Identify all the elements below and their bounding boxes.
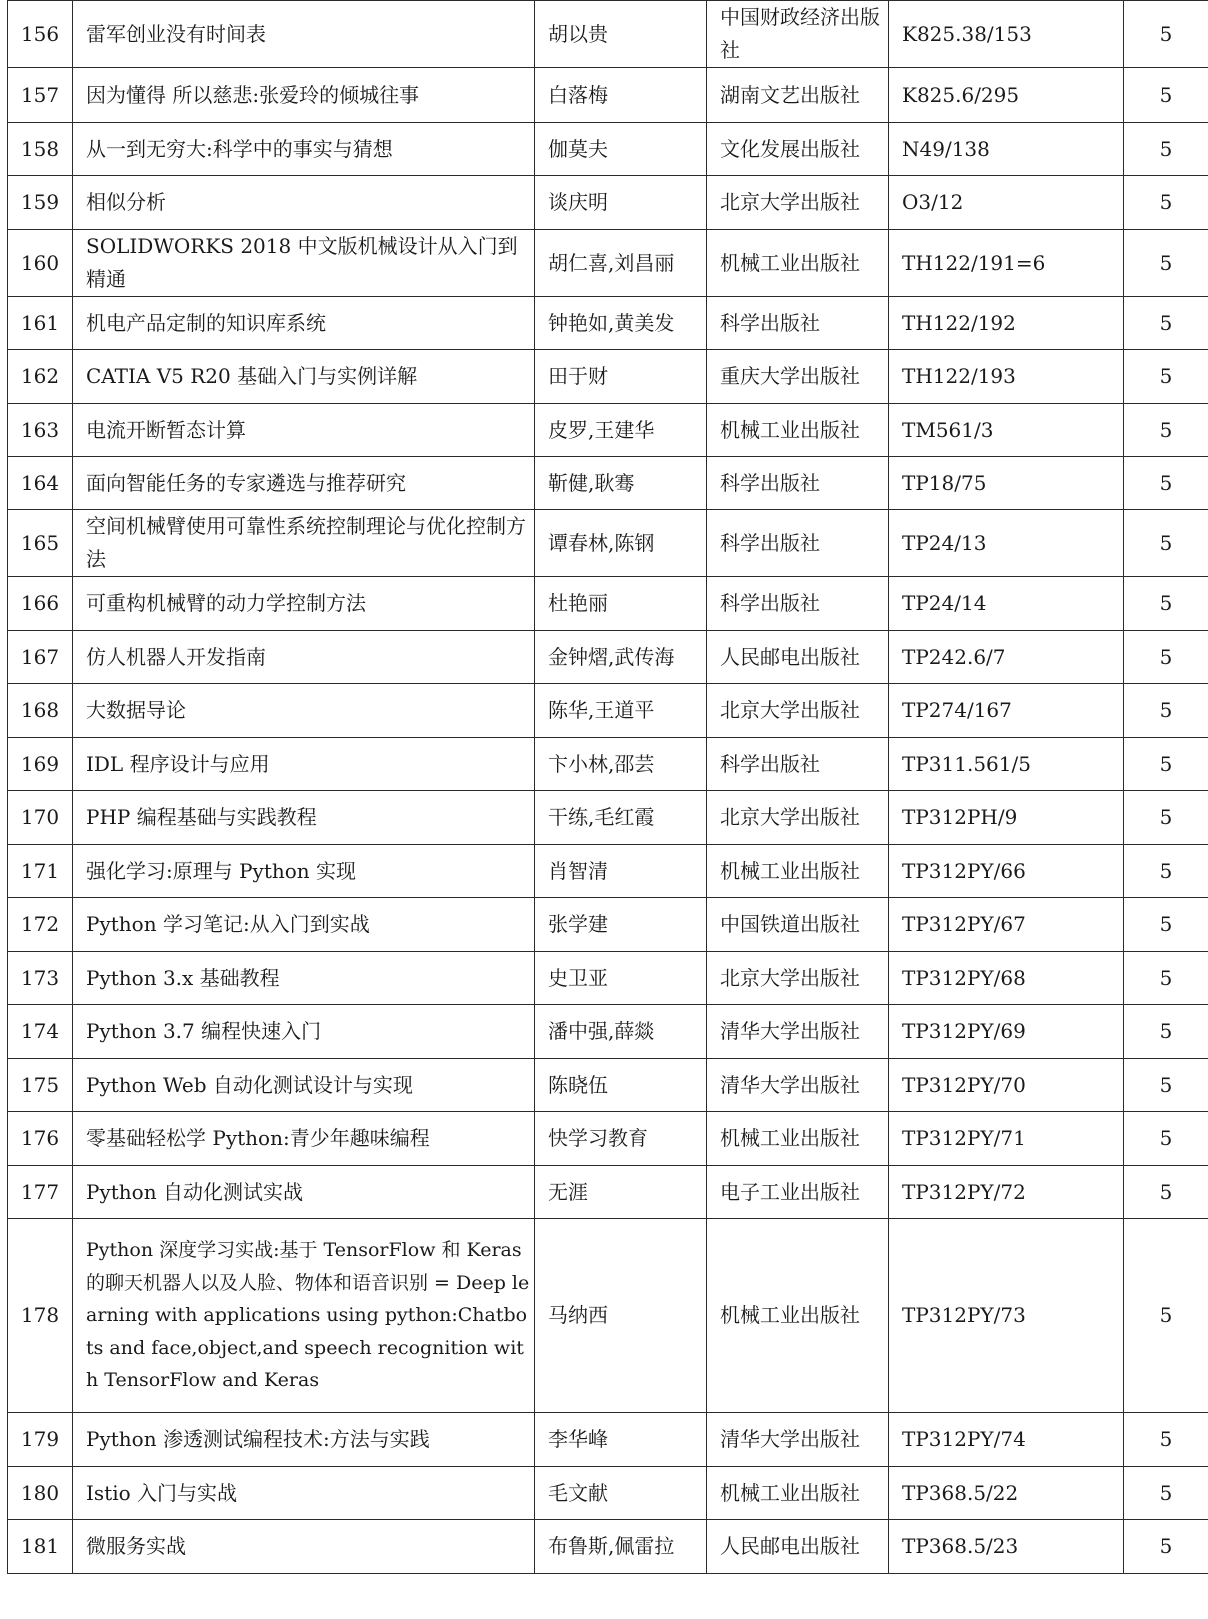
row-number: 162 xyxy=(8,350,73,404)
book-author: 杜艳丽 xyxy=(535,577,707,631)
table-row xyxy=(8,1005,1208,1059)
book-publisher: 人民邮电出版社 xyxy=(707,631,889,684)
row-number: 178 xyxy=(8,1219,73,1413)
book-publisher: 湖南文艺出版社 xyxy=(707,68,889,123)
book-title: Python 3.7 编程快速入门 xyxy=(73,1005,535,1059)
book-title: SOLIDWORKS 2018 中文版机械设计从入门到精通 xyxy=(73,230,535,297)
book-publisher: 清华大学出版社 xyxy=(707,1413,889,1467)
table-row xyxy=(8,1166,1208,1219)
call-number: TP312PY/68 xyxy=(889,952,1124,1005)
copy-count: 5 xyxy=(1124,1219,1208,1413)
book-author: 金钟熠,武传海 xyxy=(535,631,707,684)
table-row xyxy=(8,1,1208,68)
row-number: 159 xyxy=(8,176,73,230)
row-number: 163 xyxy=(8,404,73,457)
call-number: TP312PY/70 xyxy=(889,1059,1124,1112)
table-row xyxy=(8,510,1208,577)
book-title: Python 渗透测试编程技术:方法与实践 xyxy=(73,1413,535,1467)
copy-count: 5 xyxy=(1124,404,1208,457)
copy-count: 5 xyxy=(1124,1467,1208,1520)
book-author: 李华峰 xyxy=(535,1413,707,1467)
book-title: 电流开断暂态计算 xyxy=(73,404,535,457)
row-number: 164 xyxy=(8,457,73,510)
table-row xyxy=(8,738,1208,791)
copy-count: 5 xyxy=(1124,684,1208,738)
call-number: TP312PY/73 xyxy=(889,1219,1124,1413)
book-title: 零基础轻松学 Python:青少年趣味编程 xyxy=(73,1112,535,1166)
copy-count: 5 xyxy=(1124,845,1208,898)
book-publisher: 机械工业出版社 xyxy=(707,845,889,898)
table-row xyxy=(8,684,1208,738)
table-row xyxy=(8,230,1208,297)
call-number: TP242.6/7 xyxy=(889,631,1124,684)
row-number: 175 xyxy=(8,1059,73,1112)
book-publisher: 电子工业出版社 xyxy=(707,1166,889,1219)
call-number: O3/12 xyxy=(889,176,1124,230)
book-author: 伽莫夫 xyxy=(535,123,707,176)
call-number: TP24/14 xyxy=(889,577,1124,631)
call-number: TP312PH/9 xyxy=(889,791,1124,845)
book-list-table xyxy=(7,0,1208,1574)
table-row xyxy=(8,404,1208,457)
call-number: TH122/193 xyxy=(889,350,1124,404)
call-number: TM561/3 xyxy=(889,404,1124,457)
call-number: K825.38/153 xyxy=(889,1,1124,68)
book-title: Python Web 自动化测试设计与实现 xyxy=(73,1059,535,1112)
table-row xyxy=(8,457,1208,510)
row-number: 156 xyxy=(8,1,73,68)
book-publisher: 机械工业出版社 xyxy=(707,1219,889,1413)
book-title: 强化学习:原理与 Python 实现 xyxy=(73,845,535,898)
book-publisher: 科学出版社 xyxy=(707,297,889,350)
copy-count: 5 xyxy=(1124,1413,1208,1467)
row-number: 167 xyxy=(8,631,73,684)
book-publisher: 北京大学出版社 xyxy=(707,791,889,845)
call-number: TP312PY/67 xyxy=(889,898,1124,952)
copy-count: 5 xyxy=(1124,176,1208,230)
row-number: 174 xyxy=(8,1005,73,1059)
book-author: 靳健,耿骞 xyxy=(535,457,707,510)
copy-count: 5 xyxy=(1124,1520,1208,1574)
book-author: 肖智清 xyxy=(535,845,707,898)
copy-count: 5 xyxy=(1124,297,1208,350)
copy-count: 5 xyxy=(1124,631,1208,684)
row-number: 169 xyxy=(8,738,73,791)
book-title: 仿人机器人开发指南 xyxy=(73,631,535,684)
book-publisher: 机械工业出版社 xyxy=(707,1112,889,1166)
copy-count: 5 xyxy=(1124,350,1208,404)
book-author: 布鲁斯,佩雷拉 xyxy=(535,1520,707,1574)
book-title: Python 深度学习实战:基于 TensorFlow 和 Keras 的聊天机器人以及人脸、物体和语音识别 = Deep learning with applications using python:Chatbots and face,object,and speech recognition with TensorFlow and Keras xyxy=(73,1219,535,1413)
book-publisher: 人民邮电出版社 xyxy=(707,1520,889,1574)
book-author: 谭春林,陈钢 xyxy=(535,510,707,577)
book-publisher: 北京大学出版社 xyxy=(707,176,889,230)
book-title: Istio 入门与实战 xyxy=(73,1467,535,1520)
table-row xyxy=(8,68,1208,123)
book-list-body xyxy=(8,0,1208,1574)
book-title: 大数据导论 xyxy=(73,684,535,738)
call-number: TP312PY/74 xyxy=(889,1413,1124,1467)
call-number: K825.6/295 xyxy=(889,68,1124,123)
book-author: 干练,毛红霞 xyxy=(535,791,707,845)
book-publisher: 机械工业出版社 xyxy=(707,1467,889,1520)
book-author: 陈晓伍 xyxy=(535,1059,707,1112)
row-number: 171 xyxy=(8,845,73,898)
copy-count: 5 xyxy=(1124,68,1208,123)
copy-count: 5 xyxy=(1124,898,1208,952)
book-publisher: 科学出版社 xyxy=(707,577,889,631)
row-number: 168 xyxy=(8,684,73,738)
book-title: 可重构机械臂的动力学控制方法 xyxy=(73,577,535,631)
book-author: 皮罗,王建华 xyxy=(535,404,707,457)
copy-count: 5 xyxy=(1124,1005,1208,1059)
call-number: TH122/191=6 xyxy=(889,230,1124,297)
call-number: TP18/75 xyxy=(889,457,1124,510)
row-number: 160 xyxy=(8,230,73,297)
book-author: 田于财 xyxy=(535,350,707,404)
book-title: Python 自动化测试实战 xyxy=(73,1166,535,1219)
book-publisher: 清华大学出版社 xyxy=(707,1059,889,1112)
book-publisher: 文化发展出版社 xyxy=(707,123,889,176)
table-row xyxy=(8,1520,1208,1574)
call-number: TP274/167 xyxy=(889,684,1124,738)
table-row xyxy=(8,1059,1208,1112)
row-number: 172 xyxy=(8,898,73,952)
copy-count: 5 xyxy=(1124,577,1208,631)
table-row xyxy=(8,577,1208,631)
row-number: 176 xyxy=(8,1112,73,1166)
row-number: 173 xyxy=(8,952,73,1005)
book-author: 快学习教育 xyxy=(535,1112,707,1166)
book-title: 从一到无穷大:科学中的事实与猜想 xyxy=(73,123,535,176)
book-author: 史卫亚 xyxy=(535,952,707,1005)
row-number: 161 xyxy=(8,297,73,350)
book-author: 钟艳如,黄美发 xyxy=(535,297,707,350)
copy-count: 5 xyxy=(1124,457,1208,510)
copy-count: 5 xyxy=(1124,1112,1208,1166)
table-row xyxy=(8,952,1208,1005)
book-publisher: 北京大学出版社 xyxy=(707,684,889,738)
book-title: 面向智能任务的专家遴选与推荐研究 xyxy=(73,457,535,510)
book-title: 空间机械臂使用可靠性系统控制理论与优化控制方法 xyxy=(73,510,535,577)
book-publisher: 科学出版社 xyxy=(707,457,889,510)
table-row xyxy=(8,1467,1208,1520)
table-row xyxy=(8,631,1208,684)
book-publisher: 清华大学出版社 xyxy=(707,1005,889,1059)
book-title: 因为懂得 所以慈悲:张爱玲的倾城往事 xyxy=(73,68,535,123)
call-number: TP312PY/66 xyxy=(889,845,1124,898)
book-publisher: 重庆大学出版社 xyxy=(707,350,889,404)
copy-count: 5 xyxy=(1124,1166,1208,1219)
book-title: 雷军创业没有时间表 xyxy=(73,1,535,68)
table-row xyxy=(8,176,1208,230)
table-row xyxy=(8,1413,1208,1467)
row-number: 179 xyxy=(8,1413,73,1467)
copy-count: 5 xyxy=(1124,123,1208,176)
book-author: 胡仁喜,刘昌丽 xyxy=(535,230,707,297)
book-author: 潘中强,薛燚 xyxy=(535,1005,707,1059)
book-title: PHP 编程基础与实践教程 xyxy=(73,791,535,845)
book-author: 张学建 xyxy=(535,898,707,952)
call-number: TP368.5/22 xyxy=(889,1467,1124,1520)
table-row xyxy=(8,1219,1208,1413)
book-author: 马纳西 xyxy=(535,1219,707,1413)
book-publisher: 北京大学出版社 xyxy=(707,952,889,1005)
call-number: TH122/192 xyxy=(889,297,1124,350)
book-author: 陈华,王道平 xyxy=(535,684,707,738)
call-number: N49/138 xyxy=(889,123,1124,176)
row-number: 157 xyxy=(8,68,73,123)
table-row xyxy=(8,350,1208,404)
call-number: TP312PY/69 xyxy=(889,1005,1124,1059)
book-title: IDL 程序设计与应用 xyxy=(73,738,535,791)
row-number: 180 xyxy=(8,1467,73,1520)
call-number: TP311.561/5 xyxy=(889,738,1124,791)
table-row xyxy=(8,791,1208,845)
call-number: TP312PY/72 xyxy=(889,1166,1124,1219)
table-row xyxy=(8,297,1208,350)
book-author: 卞小林,邵芸 xyxy=(535,738,707,791)
book-title: 相似分析 xyxy=(73,176,535,230)
row-number: 170 xyxy=(8,791,73,845)
book-publisher: 中国铁道出版社 xyxy=(707,898,889,952)
row-number: 165 xyxy=(8,510,73,577)
book-publisher: 机械工业出版社 xyxy=(707,404,889,457)
book-author: 胡以贵 xyxy=(535,1,707,68)
book-author: 白落梅 xyxy=(535,68,707,123)
call-number: TP368.5/23 xyxy=(889,1520,1124,1574)
book-title: 机电产品定制的知识库系统 xyxy=(73,297,535,350)
book-publisher: 科学出版社 xyxy=(707,738,889,791)
copy-count: 5 xyxy=(1124,1,1208,68)
book-title: Python 3.x 基础教程 xyxy=(73,952,535,1005)
table-row xyxy=(8,898,1208,952)
row-number: 166 xyxy=(8,577,73,631)
book-publisher: 机械工业出版社 xyxy=(707,230,889,297)
call-number: TP24/13 xyxy=(889,510,1124,577)
row-number: 177 xyxy=(8,1166,73,1219)
copy-count: 5 xyxy=(1124,738,1208,791)
book-title: CATIA V5 R20 基础入门与实例详解 xyxy=(73,350,535,404)
row-number: 158 xyxy=(8,123,73,176)
call-number: TP312PY/71 xyxy=(889,1112,1124,1166)
table-row xyxy=(8,1112,1208,1166)
book-author: 谈庆明 xyxy=(535,176,707,230)
table-row xyxy=(8,845,1208,898)
book-title: 微服务实战 xyxy=(73,1520,535,1574)
copy-count: 5 xyxy=(1124,510,1208,577)
copy-count: 5 xyxy=(1124,952,1208,1005)
book-title: Python 学习笔记:从入门到实战 xyxy=(73,898,535,952)
copy-count: 5 xyxy=(1124,1059,1208,1112)
book-publisher: 科学出版社 xyxy=(707,510,889,577)
book-author: 无涯 xyxy=(535,1166,707,1219)
row-number: 181 xyxy=(8,1520,73,1574)
copy-count: 5 xyxy=(1124,791,1208,845)
table-row xyxy=(8,123,1208,176)
book-publisher: 中国财政经济出版社 xyxy=(707,1,889,68)
copy-count: 5 xyxy=(1124,230,1208,297)
book-author: 毛文献 xyxy=(535,1467,707,1520)
